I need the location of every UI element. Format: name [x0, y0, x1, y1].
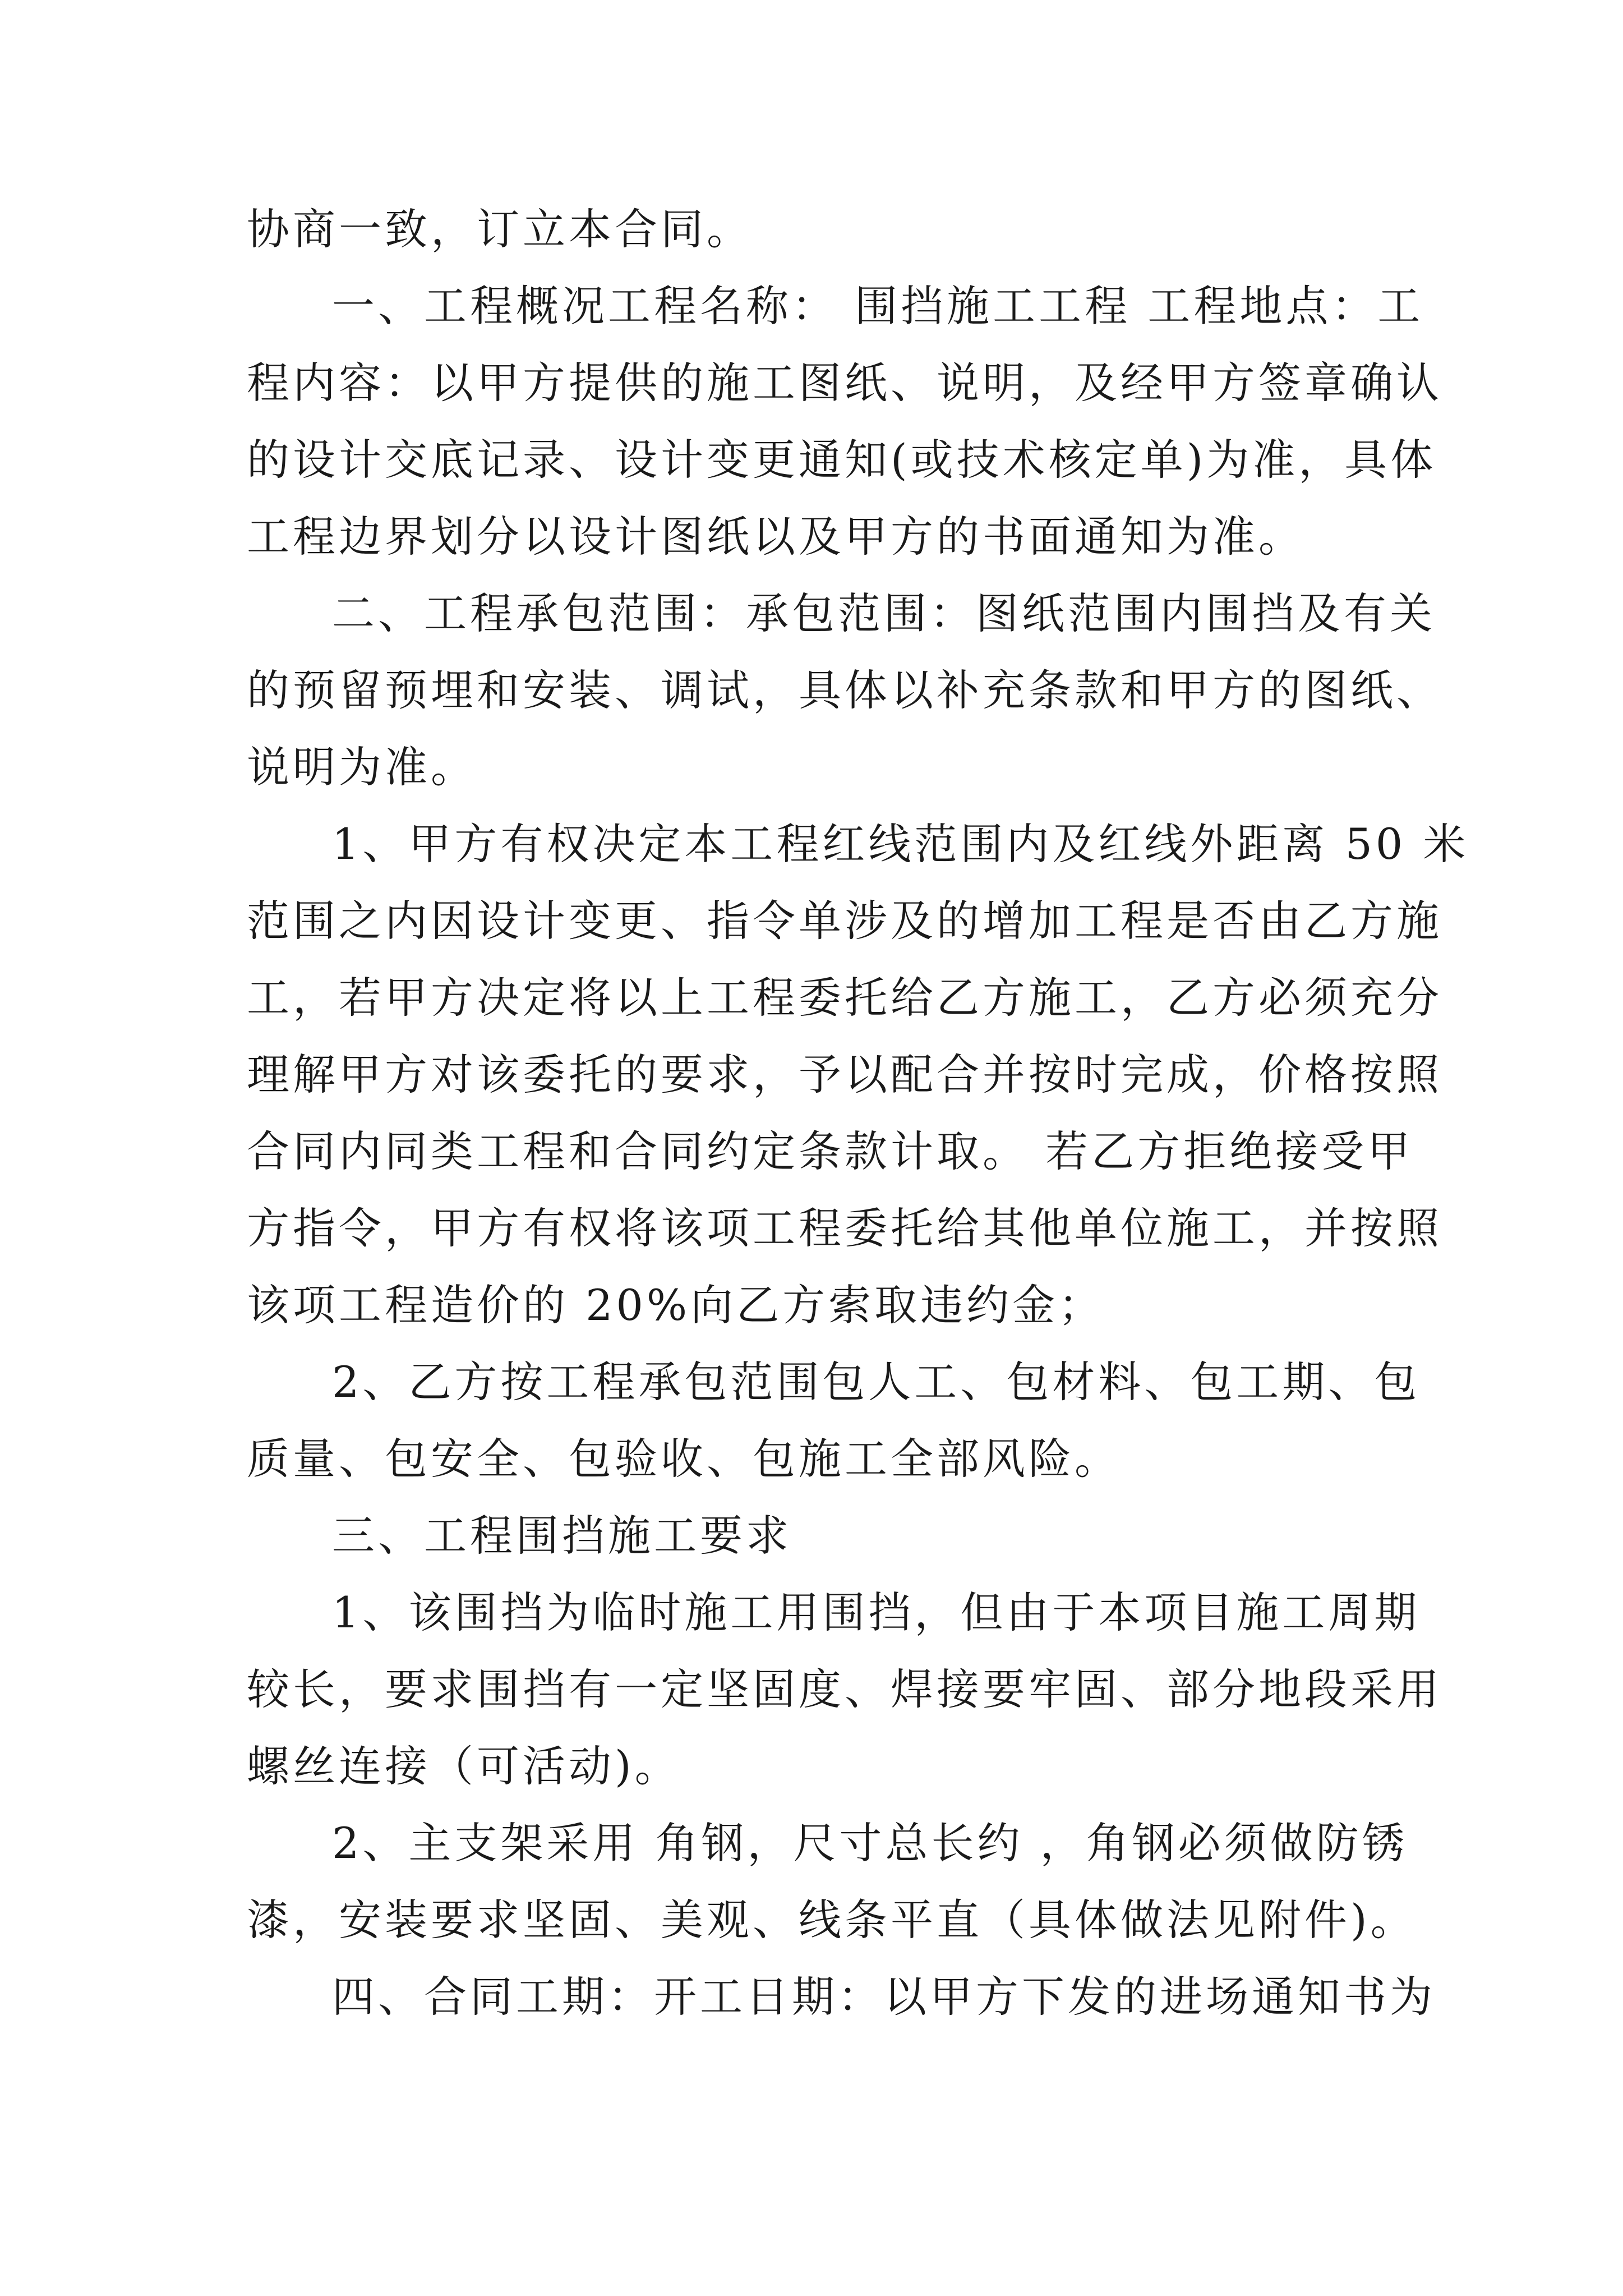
text-line: 理解甲方对该委托的要求，予以配合并按时完成，价格按照 — [247, 1050, 1442, 1099]
text-line: 该项工程造价的 20%向乙方索取违约金； — [247, 1280, 1105, 1330]
text-line: 一、工程概况工程名称： 围挡施工工程 工程地点：工 — [332, 281, 1424, 331]
text-line: 三、工程围挡施工要求 — [332, 1511, 792, 1561]
document-body — [247, 191, 1469, 2035]
text-line: 较长，要求围挡有一定坚固度、焊接要牢固、部分地段采用 — [247, 1664, 1442, 1714]
text-line: 协商一致，订立本合同。 — [247, 204, 753, 254]
text-line: 2、乙方按工程承包范围包人工、包材料、包工期、包 — [332, 1357, 1421, 1407]
text-line: 方指令，甲方有权将该项工程委托给其他单位施工，并按照 — [247, 1203, 1442, 1253]
text-line: 1、甲方有权决定本工程红线范围内及红线外距离 50 米 — [332, 819, 1469, 869]
text-line: 质量、包安全、包验收、包施工全部风险。 — [247, 1434, 1121, 1484]
text-line: 的预留预埋和安装、调试，具体以补充条款和甲方的图纸、 — [247, 665, 1442, 715]
text-line: 说明为准。 — [247, 742, 477, 792]
text-line: 2、主支架采用 角钢，尺寸总长约 ，角钢必须做防锈 — [332, 1818, 1408, 1868]
text-line: 程内容：以甲方提供的施工图纸、说明，及经甲方签章确认 — [247, 358, 1442, 408]
text-line: 合同内同类工程和合同约定条款计取。 若乙方拒绝接受甲 — [247, 1126, 1414, 1176]
text-line: 螺丝连接（可活动)。 — [247, 1741, 681, 1791]
text-line: 四、合同工期：开工日期：以甲方下发的进场通知书为 — [332, 1972, 1436, 2022]
text-line: 范围之内因设计变更、指令单涉及的增加工程是否由乙方施 — [247, 896, 1442, 946]
text-line: 的设计交底记录、设计变更通知(或技术核定单)为准，具体 — [247, 435, 1437, 485]
text-line: 工，若甲方决定将以上工程委托给乙方施工，乙方必须充分 — [247, 973, 1442, 1023]
text-line: 漆，安装要求坚固、美观、线条平直（具体做法见附件)。 — [247, 1895, 1417, 1945]
text-line: 工程边界划分以设计图纸以及甲方的书面通知为准。 — [247, 512, 1304, 562]
text-line: 1、该围挡为临时施工用围挡，但由于本项目施工周期 — [332, 1588, 1421, 1637]
text-line: 二、工程承包范围：承包范围：图纸范围内围挡及有关 — [332, 588, 1436, 638]
